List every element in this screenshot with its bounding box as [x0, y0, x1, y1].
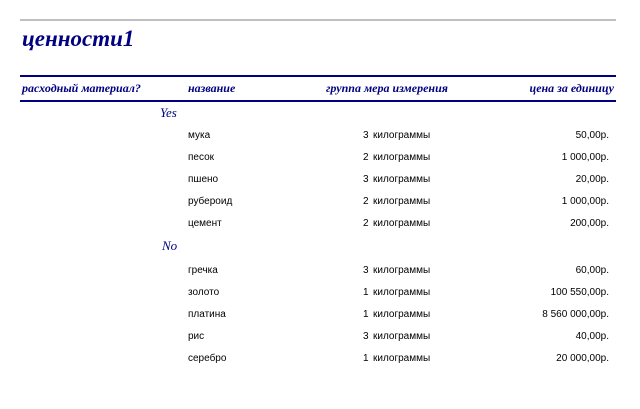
group-label-no: No: [162, 238, 178, 253]
row-group: 3: [363, 265, 369, 276]
header-rule-top: [20, 75, 616, 77]
table-row: [0, 304, 640, 326]
table-row: [0, 191, 640, 213]
group-label-yes: Yes: [160, 105, 177, 120]
row-group: 2: [363, 218, 369, 229]
table-row: [0, 348, 640, 370]
row-group: 2: [363, 196, 369, 207]
row-name: платина: [188, 309, 226, 320]
group-rows-no: [0, 260, 640, 370]
row-price: 50,00р.: [575, 130, 609, 141]
row-name: цемент: [188, 218, 222, 229]
row-unit: килограммы: [373, 353, 431, 364]
row-price: 20,00р.: [575, 174, 609, 185]
row-unit: килограммы: [373, 218, 431, 229]
row-group: 3: [363, 130, 369, 141]
row-name: песок: [188, 152, 215, 163]
row-name: рубероид: [188, 196, 233, 207]
row-name: гречка: [188, 265, 218, 276]
table-row: [0, 326, 640, 348]
row-name: мука: [188, 130, 211, 141]
row-price: 100 550,00р.: [550, 287, 609, 298]
group-rows-yes: [0, 125, 640, 235]
row-price: 1 000,00р.: [561, 196, 609, 207]
row-price: 40,00р.: [575, 331, 609, 342]
row-unit: килограммы: [373, 130, 431, 141]
column-header-group: группа мера измерения: [326, 81, 448, 95]
row-group: 1: [363, 353, 369, 364]
row-unit: килограммы: [373, 331, 431, 342]
row-group: 1: [363, 309, 369, 320]
table-row: [0, 147, 640, 169]
row-price: 1 000,00р.: [561, 152, 609, 163]
table-row: [0, 125, 640, 147]
table-row: [0, 213, 640, 235]
row-name: серебро: [188, 353, 227, 364]
header-rule-bottom: [20, 100, 616, 102]
row-unit: килограммы: [373, 287, 431, 298]
table-row: [0, 169, 640, 191]
row-price: 200,00р.: [570, 218, 609, 229]
column-header-name: название: [188, 81, 236, 95]
row-unit: килограммы: [373, 152, 431, 163]
row-name: золото: [188, 287, 220, 298]
row-price: 8 560 000,00р.: [542, 309, 609, 320]
row-group: 3: [363, 331, 369, 342]
row-unit: килограммы: [373, 265, 431, 276]
row-name: пшено: [188, 174, 219, 185]
row-group: 1: [363, 287, 369, 298]
row-unit: килограммы: [373, 309, 431, 320]
row-unit: килограммы: [373, 196, 431, 207]
table-row: [0, 260, 640, 282]
top-divider: [20, 19, 616, 21]
row-group: 2: [363, 152, 369, 163]
column-header-consumable: расходный материал?: [22, 81, 141, 95]
row-group: 3: [363, 174, 369, 185]
table-row: [0, 282, 640, 304]
report-title: ценности1: [22, 26, 135, 51]
row-price: 60,00р.: [575, 265, 609, 276]
column-header-price: цена за единицу: [529, 81, 614, 95]
row-unit: килограммы: [373, 174, 431, 185]
row-name: рис: [188, 331, 205, 342]
row-price: 20 000,00р.: [556, 353, 609, 364]
